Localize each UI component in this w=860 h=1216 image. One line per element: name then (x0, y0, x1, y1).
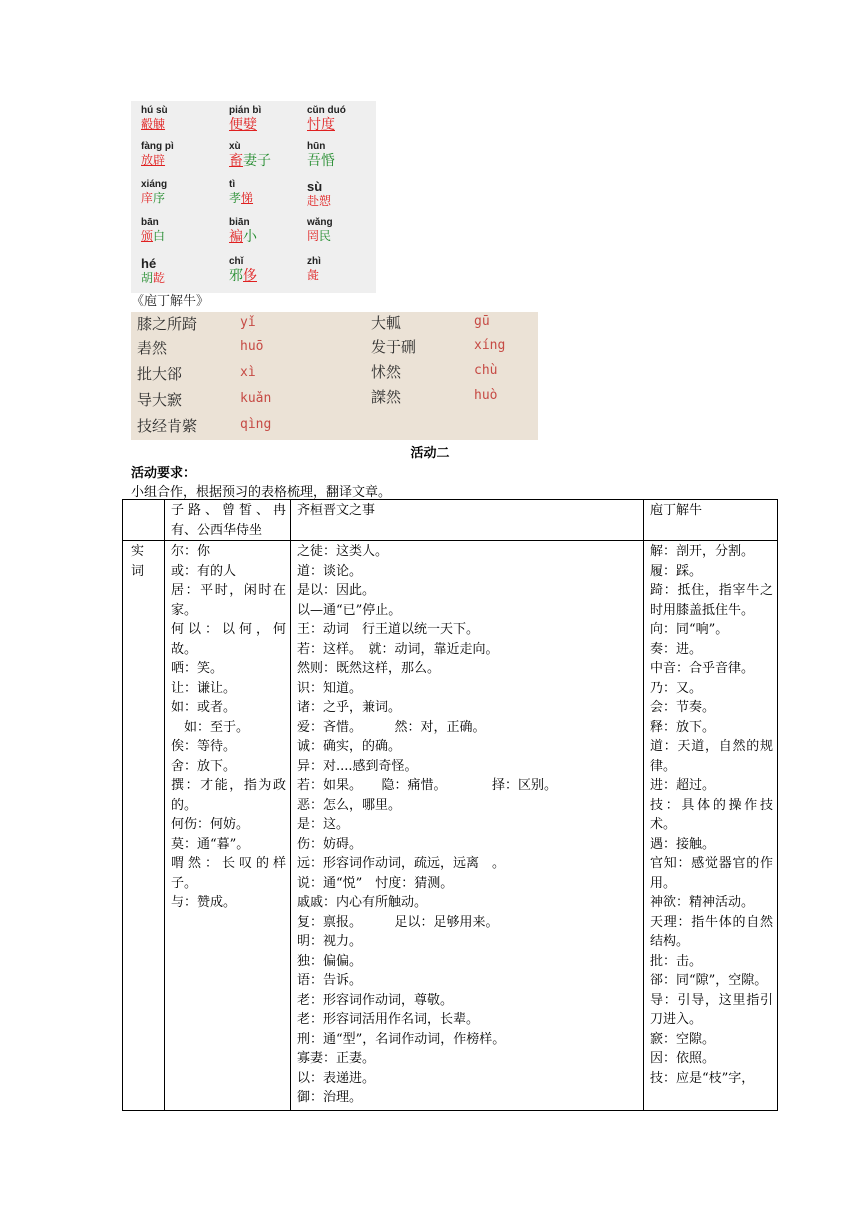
table-entry: 莫：通“暮”。 (171, 836, 250, 852)
table-entry: 异：对....感到奇怪。 (297, 758, 418, 774)
table-entry: 如：或者。 (171, 700, 237, 715)
pinyin-text: wǎng (307, 217, 333, 228)
column-ziluqishi (165, 541, 291, 1111)
table-header-row (123, 500, 778, 541)
table-entry: 天理：指牛体的自然结构。 (650, 914, 773, 949)
table-entry: 俟：等待。 (171, 739, 237, 754)
table-entry: 爱：吝惜。 然：对，正确。 (297, 719, 486, 735)
vocab-word: 发于硎 (371, 338, 417, 356)
vocab-pinyin: xíng (474, 338, 506, 353)
table-entry: 官知：感觉器官的作用。 (650, 856, 773, 891)
pinyin-entry (229, 105, 309, 134)
table-entry: 让：谦让。 (171, 680, 237, 696)
pinyin-entry (229, 179, 309, 206)
pinyin-text: bān (141, 217, 159, 228)
pinyin-entry (141, 105, 221, 132)
vocab-word: 膝之所踦 (137, 315, 198, 333)
table-entry: 进：超过。 (650, 778, 716, 793)
pinyin-text: hé (141, 256, 157, 271)
pinyin-entry (307, 179, 387, 209)
table-entry: 技：具体的操作技术。 (650, 797, 773, 832)
table-entry: 然则：既然这样，那么。 (297, 661, 441, 676)
table-entry: 远：形容词作动词，疏远，远离 。 (297, 856, 506, 871)
requirement-label: 活动要求： (131, 466, 197, 481)
table-entry: 释：放下。 (650, 719, 716, 735)
vocab-pinyin: yǐ (240, 315, 256, 330)
table-entry: 解：剖开，分割。 (650, 544, 755, 559)
table-entry: 导：引导，这里指引刀进入。 (650, 992, 773, 1027)
table-entry: 老：形容词作动词，尊敬。 (297, 992, 454, 1008)
table-entry: 遇：接触。 (650, 836, 716, 852)
table-entry: 独：偏偏。 (297, 953, 363, 969)
header-cell: 子路、曾皙、冉有、公西华侍坐 (165, 500, 291, 541)
table-entry: 诸：之乎，兼词。 (297, 700, 402, 715)
pinyin-entry (307, 141, 387, 170)
table-entry: 居：平时，闲时在家。 (171, 583, 286, 618)
table-entry: 若：这样。 就：动词，靠近走向。 (297, 641, 499, 657)
vocab-pinyin: qìng (240, 417, 272, 432)
vocab-pinyin: xì (240, 365, 256, 380)
activity-title: 活动二 (410, 446, 450, 461)
pinyin-text: xiáng (141, 179, 168, 190)
pinyin-word: 颁白 (141, 229, 166, 243)
vocab-pinyin: kuǎn (240, 391, 272, 406)
vocab-word: 导大窾 (137, 391, 183, 409)
table-entry: 刑：通“型”，名词作动词，作榜样。 (297, 1031, 506, 1047)
section-title-paoding: 《庖丁解牛》 (131, 294, 210, 309)
table-entry: 以—通“已”停止。 (297, 602, 402, 618)
column-paodingjieniu (644, 541, 778, 1111)
pinyin-text: biān (229, 217, 250, 228)
pinyin-text: fàng pì (141, 141, 174, 152)
table-entry: 是：这。 (297, 817, 350, 832)
vocab-pinyin: gū (474, 314, 490, 329)
table-entry: 诚：确实，的确。 (297, 739, 402, 754)
pinyin-entry (307, 105, 387, 134)
vocab-pinyin: huò (474, 388, 498, 403)
pinyin-entry (141, 217, 221, 244)
pinyin-text: hú sù (141, 105, 168, 116)
table-entry: 伤：妨碍。 (297, 836, 363, 852)
pinyin-word: 庠序 (141, 191, 166, 205)
table-entry: 御：治理。 (297, 1090, 363, 1105)
table-entry: 乃：又。 (650, 680, 703, 696)
table-entry: 识：知道。 (297, 680, 363, 696)
table-entry: 以：表递进。 (297, 1070, 376, 1086)
table-entry: 老：形容词活用作名词，长辈。 (297, 1012, 480, 1027)
table-entry: 何以：以何，何故。 (171, 622, 286, 657)
table-entry: 戚戚：内心有所触动。 (297, 895, 428, 910)
header-cell: 齐桓晋文之事 (291, 500, 644, 541)
table-entry: 舍：放下。 (171, 758, 237, 774)
pinyin-word: 彘 (307, 268, 320, 282)
pinyin-text: pián bì (229, 105, 262, 116)
table-entry: 因：依照。 (650, 1051, 716, 1066)
pinyin-entry (141, 256, 221, 286)
pinyin-entry (141, 179, 221, 206)
pinyin-entry (229, 256, 309, 285)
pinyin-text: hūn (307, 141, 326, 152)
paoding-vocabulary-card (131, 312, 538, 440)
table-entry: 向：同“响”。 (650, 622, 729, 637)
pinyin-text: cǔn duó (307, 105, 346, 116)
table-entry: 寡妻：正妻。 (297, 1051, 376, 1066)
pinyin-vocabulary-card (131, 101, 376, 293)
table-entry: 踦：抵住，指宰牛之时用膝盖抵住牛。 (650, 583, 773, 618)
table-row (123, 541, 778, 1111)
pinyin-word: 放辟 (141, 153, 166, 167)
table-entry: 撰：才能，指为政的。 (171, 778, 286, 813)
vocab-word: 批大郤 (137, 365, 183, 383)
pinyin-text: tì (229, 179, 236, 190)
table-entry: 尔：你 (171, 544, 211, 559)
pinyin-word: 罔民 (307, 229, 332, 243)
table-entry: 道：天道，自然的规律。 (650, 739, 773, 774)
pinyin-word: 便嬖 (229, 117, 257, 133)
vocab-word: 謋然 (371, 388, 402, 406)
table-entry: 技：应是“枝”字， (650, 1070, 755, 1086)
table-entry: 语：告诉。 (297, 973, 363, 988)
word-study-table (122, 499, 778, 1111)
table-entry: 明：视力。 (297, 934, 363, 949)
pinyin-word: 忖度 (307, 117, 335, 133)
vocab-word: 砉然 (137, 339, 168, 357)
vocab-pinyin: huō (240, 339, 264, 354)
table-entry: 会：节奏。 (650, 700, 716, 715)
pinyin-entry (307, 217, 387, 244)
pinyin-word: 褊小 (229, 229, 257, 245)
table-entry: 若：如果。 隐：痛惜。 择：区别。 (297, 778, 558, 793)
table-entry: 或：有的人 (171, 563, 237, 579)
pinyin-text: chǐ (229, 256, 244, 267)
table-entry: 恶：怎么，哪里。 (297, 797, 402, 813)
table-entry: 如：至于。 (171, 719, 250, 735)
pinyin-word: 畜妻子 (229, 153, 271, 169)
header-cell: 庖丁解牛 (644, 500, 778, 541)
table-entry: 复：禀报。 足以：足够用来。 (297, 914, 499, 930)
table-entry: 神欲：精神活动。 (650, 895, 755, 910)
pinyin-word: 邪侈 (229, 268, 257, 284)
table-entry: 批：击。 (650, 953, 703, 969)
vocab-word: 怵然 (371, 363, 402, 381)
table-entry: 窾：空隙。 (650, 1031, 716, 1047)
pinyin-word: 赴愬 (307, 194, 332, 208)
pinyin-entry (229, 217, 309, 246)
column-qihuanjinwen (291, 541, 644, 1111)
table-entry: 哂：笑。 (171, 661, 224, 676)
pinyin-text: sù (307, 179, 323, 194)
table-entry: 奏：进。 (650, 641, 703, 657)
vocab-pinyin: chù (474, 363, 498, 378)
pinyin-word: 觳觫 (141, 117, 166, 131)
table-entry: 道：谈论。 (297, 563, 363, 579)
header-cell (123, 500, 165, 541)
pinyin-entry (307, 256, 387, 283)
pinyin-text: zhì (307, 256, 321, 267)
vocab-word: 技经肯綮 (137, 417, 198, 435)
pinyin-word: 吾惛 (307, 153, 335, 169)
table-entry: 王：动词 行王道以统一天下。 (297, 622, 480, 637)
pinyin-word: 胡龁 (141, 271, 166, 285)
requirement-text: 小组合作，根据预习的表格梳理，翻译文章。 (131, 485, 392, 500)
table-entry: 喟然：长叹的样子。 (171, 856, 286, 891)
table-entry: 何伤：何妨。 (171, 817, 250, 832)
pinyin-entry (141, 141, 221, 168)
table-entry: 中音：合乎音律。 (650, 661, 755, 676)
table-entry: 履：踩。 (650, 563, 703, 579)
table-entry: 郤：同“隙”，空隙。 (650, 973, 768, 988)
table-entry: 之徒：这类人。 (297, 544, 389, 559)
pinyin-word: 孝悌 (229, 191, 254, 205)
table-entry: 是以：因此。 (297, 583, 376, 598)
table-entry: 与：赞成。 (171, 895, 237, 910)
table-entry: 说：通“悦” 忖度：猜测。 (297, 875, 454, 891)
row-label: 实词 (123, 541, 165, 1111)
vocab-word: 大軱 (371, 314, 402, 332)
pinyin-entry (229, 141, 309, 170)
pinyin-text: xù (229, 141, 241, 152)
